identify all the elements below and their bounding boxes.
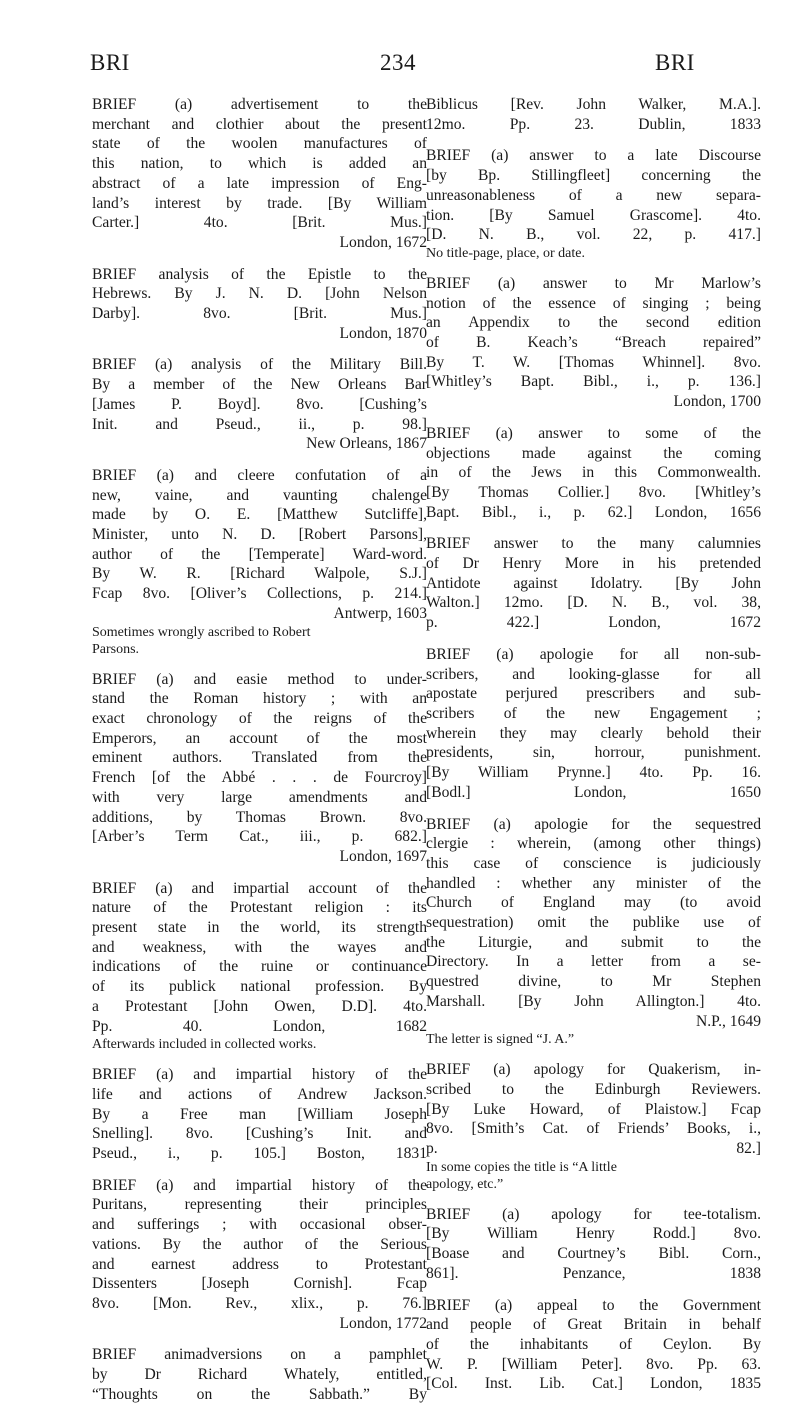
entry-line: BRIEF (a) and impartial history of the xyxy=(92,1066,427,1084)
entry-line: BRIEF (a) and impartial account of the xyxy=(92,879,427,897)
entry-line: [By William Prynne.] 4to. Pp. 16. xyxy=(426,764,761,782)
entry-line: N.P., 1649 xyxy=(696,1012,761,1030)
entry-line: p. 422.] London, 1672 xyxy=(426,614,761,632)
bibliography-entry xyxy=(426,534,761,633)
entry-line: stand the Roman history ; with an xyxy=(92,690,427,708)
bibliography-entry xyxy=(426,146,761,262)
entry-line: indications of the ruine or continuance xyxy=(92,958,427,976)
bibliography-entry xyxy=(426,424,761,523)
entry-line: a Protestant [John Owen, D.D]. 4to. xyxy=(92,997,427,1015)
entry-line: BRIEF (a) analysis of the Military Bill. xyxy=(92,356,427,374)
entry-line: [by Bp. Stillingfleet] concerning the xyxy=(426,167,761,185)
entry-line: objections made against the coming xyxy=(426,444,761,462)
note-line: Parsons. xyxy=(92,641,140,657)
entry-line: [Col. Inst. Lib. Cat.] London, 1835 xyxy=(426,1375,761,1393)
entry-line: scribed to the Edinburgh Reviewers. xyxy=(426,1080,761,1098)
entry-line: notion of the essence of singing ; being xyxy=(426,294,761,312)
entry-line: Marshall. [By John Allington.] 4to. xyxy=(426,992,761,1010)
bibliography-entry xyxy=(426,274,761,412)
entry-line: nature of the Protestant religion : its xyxy=(92,899,427,917)
entry-line: French [of the Abbé . . . de Fourcroy] xyxy=(92,769,427,787)
entry-line: apostate perjured prescribers and sub- xyxy=(426,685,761,703)
entry-note xyxy=(92,624,427,658)
entry-line: this case of conscience is judiciously xyxy=(426,854,761,872)
entry-line: scribers, and looking-glasse for all xyxy=(426,665,761,683)
entry-line: By a member of the New Orleans Bar xyxy=(92,376,427,394)
bibliography-entry xyxy=(426,1296,761,1395)
entry-line: eminent authors. Translated from the xyxy=(92,749,427,767)
entry-line: of the inhabitants of Ceylon. By xyxy=(426,1335,761,1353)
entry-line: Antwerp, 1603 xyxy=(333,604,427,622)
entry-line: by Dr Richard Whately, entitled, xyxy=(92,1366,427,1384)
entry-line: Antidote against Idolatry. [By John xyxy=(426,574,761,592)
entry-line: BRIEF (a) apologie for the sequestred xyxy=(426,815,761,833)
entry-line: Carter.] 4to. [Brit. Mus.] xyxy=(92,214,427,232)
entry-line: [Bodl.] London, 1650 xyxy=(426,783,761,801)
entry-line: “Thoughts on the Sabbath.” By xyxy=(92,1385,427,1403)
bibliography-entry xyxy=(426,95,761,134)
entry-line: of Dr Henry More in his pretended xyxy=(426,555,761,573)
page-header xyxy=(0,50,800,80)
entry-line: unreasonableness of a new separa- xyxy=(426,186,761,204)
bibliography-entry xyxy=(92,879,427,1054)
entry-line: 12mo. Pp. 23. Dublin, 1833 xyxy=(426,115,761,133)
bibliography-entry xyxy=(92,670,427,867)
entry-line: [Whitley’s Bapt. Bibl., i., p. 136.] xyxy=(426,373,761,391)
entry-line: Emperors, an account of the most xyxy=(92,729,427,747)
entry-line: wherein they may clearly behold their xyxy=(426,724,761,742)
entry-line: Pseud., i., p. 105.] Boston, 1831 xyxy=(92,1145,427,1163)
entry-line: Dissenters [Joseph Cornish]. Fcap xyxy=(92,1275,427,1293)
bibliography-entry xyxy=(426,1060,761,1193)
entry-line: the Liturgie, and submit to the xyxy=(426,933,761,951)
entry-line: 8vo. [Mon. Rev., xlix., p. 76.] xyxy=(92,1294,427,1312)
entry-note xyxy=(426,1159,761,1193)
running-head-right: BRI xyxy=(655,50,695,75)
entry-line: Pp. 40. London, 1682 xyxy=(92,1017,427,1035)
entry-line: new, vaine, and vaunting chalenge xyxy=(92,486,427,504)
bibliography-entry xyxy=(92,265,427,344)
entry-line: Minister, unto N. D. [Robert Parsons], xyxy=(92,526,427,544)
entry-line: vations. By the author of the Serious xyxy=(92,1235,427,1253)
entry-line: and earnest address to Protestant xyxy=(92,1255,427,1273)
entry-line: sequestration) omit the publike use of xyxy=(426,914,761,932)
entry-line: BRIEF animadversions on a pamphlet xyxy=(92,1346,427,1364)
entry-line: [Boase and Courtney’s Bibl. Corn., xyxy=(426,1245,761,1263)
entry-line: BRIEF (a) and cleere confutation of a xyxy=(92,466,427,484)
entry-line: Fcap 8vo. [Oliver’s Collections, p. 214.] xyxy=(92,585,427,603)
bibliography-entry xyxy=(426,1205,761,1284)
entry-line: New Orleans, 1867 xyxy=(306,435,427,453)
bibliography-entry xyxy=(92,1345,427,1404)
entry-note xyxy=(92,1036,427,1053)
bibliography-entry xyxy=(426,645,761,803)
entry-line: clergie : wherein, (among other things) xyxy=(426,835,761,853)
page-number: 234 xyxy=(380,50,416,75)
entry-line: 8vo. [Smith’s Cat. of Friends’ Books, i., xyxy=(426,1120,761,1138)
entry-note xyxy=(426,245,761,262)
entry-line: BRIEF (a) and easie method to under- xyxy=(92,670,427,688)
bibliography-entry xyxy=(92,466,427,658)
entry-line: By W. R. [Richard Walpole, S.J.] xyxy=(92,565,427,583)
entry-line: abstract of a late impression of Eng- xyxy=(92,174,427,192)
entry-line: [By Luke Howard, of Plaistow.] Fcap xyxy=(426,1100,761,1118)
entry-line: BRIEF (a) answer to a late Discourse xyxy=(426,147,761,165)
bibliography-entry xyxy=(92,1065,427,1164)
note-line: Sometimes wrongly ascribed to Robert xyxy=(92,624,311,640)
note-line: In some copies the title is “A little xyxy=(426,1159,617,1175)
entry-line: [By Thomas Collier.] 8vo. [Whitley’s xyxy=(426,483,761,501)
right-column xyxy=(426,95,761,1406)
note-line: Afterwards included in collected works. xyxy=(92,1037,317,1053)
entry-line: scribers of the new Engagement ; xyxy=(426,704,761,722)
entry-line: and weakness, with the wayes and xyxy=(92,938,427,956)
entry-line: [D. N. B., vol. 22, p. 417.] xyxy=(426,226,761,244)
entry-line: London, 1672 xyxy=(339,233,427,251)
entry-line: BRIEF (a) and impartial history of the xyxy=(92,1176,427,1194)
entry-line: London, 1772 xyxy=(339,1314,427,1332)
running-head-left: BRI xyxy=(90,50,130,75)
entry-line: W. P. [William Peter]. 8vo. Pp. 63. xyxy=(426,1355,761,1373)
entry-line: merchant and clothier about the present xyxy=(92,115,427,133)
entry-line: Walton.] 12mo. [D. N. B., vol. 38, xyxy=(426,594,761,612)
entry-line: additions, by Thomas Brown. 8vo. xyxy=(92,808,427,826)
bibliography-entry xyxy=(92,1176,427,1334)
bibliography-entry xyxy=(426,815,761,1049)
entry-line: BRIEF (a) appeal to the Government xyxy=(426,1296,761,1314)
entry-line: Darby]. 8vo. [Brit. Mus.] xyxy=(92,305,427,323)
entry-line: London, 1697 xyxy=(339,847,427,865)
entry-line: BRIEF (a) advertisement to the xyxy=(92,96,427,113)
entry-line: By a Free man [William Joseph xyxy=(92,1105,427,1123)
entry-line: life and actions of Andrew Jackson. xyxy=(92,1085,427,1103)
entry-line: BRIEF (a) answer to some of the xyxy=(426,424,761,442)
entry-line: BRIEF answer to the many calumnies xyxy=(426,535,761,553)
entry-line: in of the Jews in this Commonwealth. xyxy=(426,464,761,482)
entry-line: BRIEF analysis of the Epistle to the xyxy=(92,265,427,283)
entry-line: [James P. Boyd]. 8vo. [Cushing’s xyxy=(92,395,427,413)
entry-line: with very large amendments and xyxy=(92,788,427,806)
entry-line: and sufferings ; with occasional obser- xyxy=(92,1216,427,1234)
entry-line: of B. Keach’s “Breach repaired” xyxy=(426,334,761,352)
entry-line: By T. W. [Thomas Whinnel]. 8vo. xyxy=(426,353,761,371)
entry-line: presidents, sin, horrour, punishment. xyxy=(426,744,761,762)
entry-line: tion. [By Samuel Grascome]. 4to. xyxy=(426,206,761,224)
entry-line: land’s interest by trade. [By William xyxy=(92,194,427,212)
entry-line: BRIEF (a) apologie for all non-sub- xyxy=(426,645,761,663)
bibliography-entry xyxy=(92,95,427,253)
entry-line: Snelling]. 8vo. [Cushing’s Init. and xyxy=(92,1125,427,1143)
entry-line: Biblicus [Rev. John Walker, M.A.]. xyxy=(426,96,761,113)
note-line: The letter is signed “J. A.” xyxy=(426,1032,575,1048)
entry-note xyxy=(426,1031,761,1048)
entry-line: BRIEF (a) apology for Quakerism, in- xyxy=(426,1061,761,1079)
entry-line: an Appendix to the second edition xyxy=(426,314,761,332)
entry-line: handled : whether any minister of the xyxy=(426,874,761,892)
entry-line: Puritans, representing their principles xyxy=(92,1196,427,1214)
entry-line: questred divine, to Mr Stephen xyxy=(426,973,761,991)
entry-line: Bapt. Bibl., i., p. 62.] London, 1656 xyxy=(426,503,761,521)
entry-line: Hebrews. By J. N. D. [John Nelson xyxy=(92,285,427,303)
entry-line: Directory. In a letter from a se- xyxy=(426,953,761,971)
entry-line: exact chronology of the reigns of the xyxy=(92,709,427,727)
entry-line: state of the woolen manufactures of xyxy=(92,135,427,153)
entry-line: p. 82.] xyxy=(426,1140,761,1158)
entry-line: and people of Great Britain in behalf xyxy=(426,1316,761,1334)
entry-line: [By William Henry Rodd.] 8vo. xyxy=(426,1225,761,1243)
entry-line: [Arber’s Term Cat., iii., p. 682.] xyxy=(92,828,427,846)
left-column xyxy=(92,95,427,1416)
note-line: No title-page, place, or date. xyxy=(426,245,585,261)
bibliography-entry xyxy=(92,355,427,454)
note-line: apology, etc.” xyxy=(426,1176,504,1192)
entry-line: Church of England may (to avoid xyxy=(426,894,761,912)
entry-line: made by O. E. [Matthew Sutcliffe], xyxy=(92,506,427,524)
entry-line: Init. and Pseud., ii., p. 98.] xyxy=(92,415,427,433)
entry-line: this nation, to which is added an xyxy=(92,155,427,173)
entry-line: 861]. Penzance, 1838 xyxy=(426,1264,761,1282)
entry-line: of its publick national profession. By xyxy=(92,978,427,996)
entry-line: London, 1700 xyxy=(673,393,761,411)
entry-line: BRIEF (a) apology for tee-totalism. xyxy=(426,1205,761,1223)
entry-line: London, 1870 xyxy=(339,324,427,342)
entry-line: author of the [Temperate] Ward-word. xyxy=(92,545,427,563)
entry-line: present state in the world, its strength xyxy=(92,919,427,937)
entry-line: BRIEF (a) answer to Mr Marlow’s xyxy=(426,274,761,292)
